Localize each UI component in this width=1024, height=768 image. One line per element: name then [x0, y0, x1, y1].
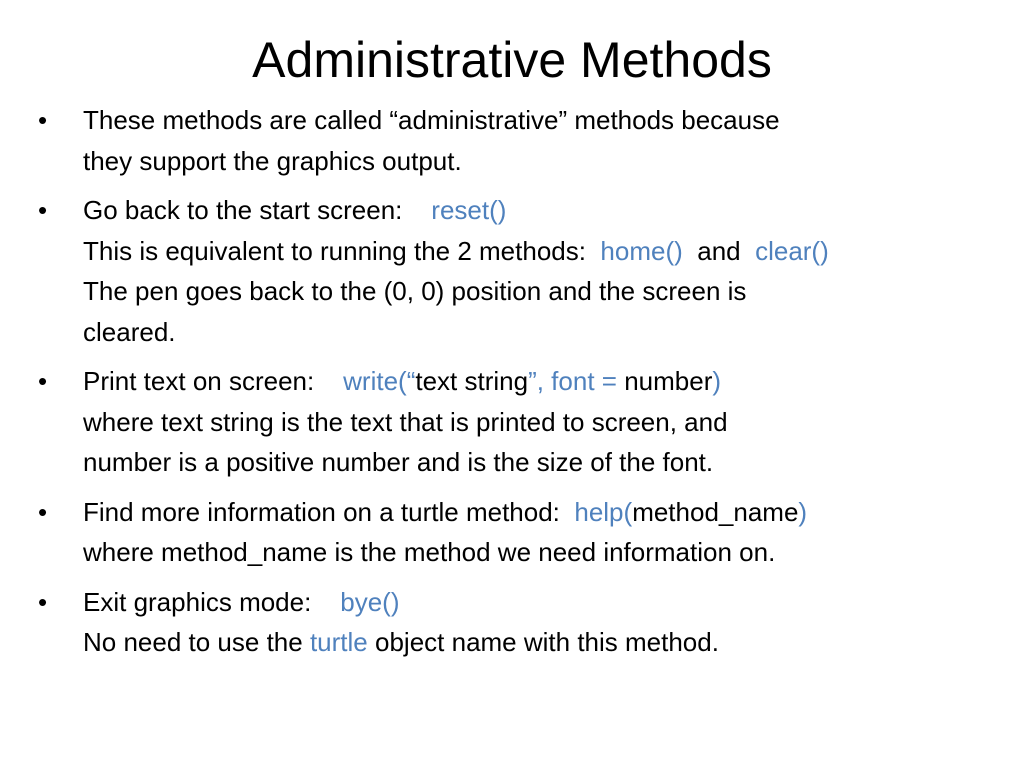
bullet-item-reset	[36, 190, 996, 352]
bullet-list	[36, 100, 996, 672]
bullet-dot-icon: •	[38, 105, 48, 135]
bullet-text: Go back to the start screen:	[83, 195, 403, 225]
bullet-item-bye	[36, 582, 996, 663]
bullet-line	[83, 622, 996, 663]
slide-title: Administrative Methods	[252, 32, 772, 88]
code-turtle: turtle	[309, 627, 368, 657]
bullet-text: No need to use the	[83, 627, 303, 657]
arg-text-string: text string	[415, 366, 529, 396]
bullet-text: Find more information on a turtle method:	[83, 496, 560, 527]
bullet-dot-icon: •	[38, 195, 48, 225]
bullet-text: Exit graphics mode:	[83, 586, 312, 617]
bullet-line	[83, 582, 996, 623]
bullet-item-write	[36, 361, 996, 483]
bullet-line: number is a positive number and is the size of the font.	[83, 447, 714, 477]
bullet-line: where text string is the text that is printed to screen, and	[83, 406, 728, 437]
code-help-open: help(	[574, 496, 633, 527]
bullet-line: These methods are called “administrative” methods because	[83, 105, 780, 135]
bullet-line: The pen goes back to the (0, 0) position and the screen is	[83, 276, 747, 306]
bullet-item-help	[36, 492, 996, 573]
bullet-text-and: and	[697, 235, 741, 266]
bullet-text: Print text on screen:	[83, 366, 315, 396]
bullet-line	[83, 190, 996, 231]
bullet-line: they support the graphics output.	[83, 145, 462, 176]
bullet-text: This is equivalent to running the 2 methods:	[83, 235, 586, 266]
bullet-text: object name with this method.	[375, 627, 719, 657]
code-clear: clear()	[755, 235, 829, 266]
code-reset: reset()	[431, 195, 507, 225]
arg-method-name: method_name	[632, 496, 799, 527]
code-font-kw: ”, font =	[528, 366, 617, 396]
code-home: home()	[600, 235, 683, 266]
bullet-dot-icon: •	[38, 366, 48, 396]
bullet-line	[83, 492, 996, 533]
bullet-line	[83, 361, 996, 402]
bullet-line: where method_name is the method we need information on.	[83, 537, 776, 567]
code-close-paren: )	[712, 366, 722, 396]
arg-number: number	[624, 366, 713, 396]
code-bye: bye()	[340, 586, 400, 617]
bullet-line: cleared.	[83, 316, 176, 347]
bullet-dot-icon: •	[38, 496, 48, 527]
code-write-open: write(“	[343, 366, 416, 396]
bullet-item-administrative	[36, 100, 996, 181]
bullet-dot-icon: •	[38, 586, 48, 617]
bullet-line	[83, 231, 996, 272]
code-close-paren: )	[798, 496, 808, 527]
